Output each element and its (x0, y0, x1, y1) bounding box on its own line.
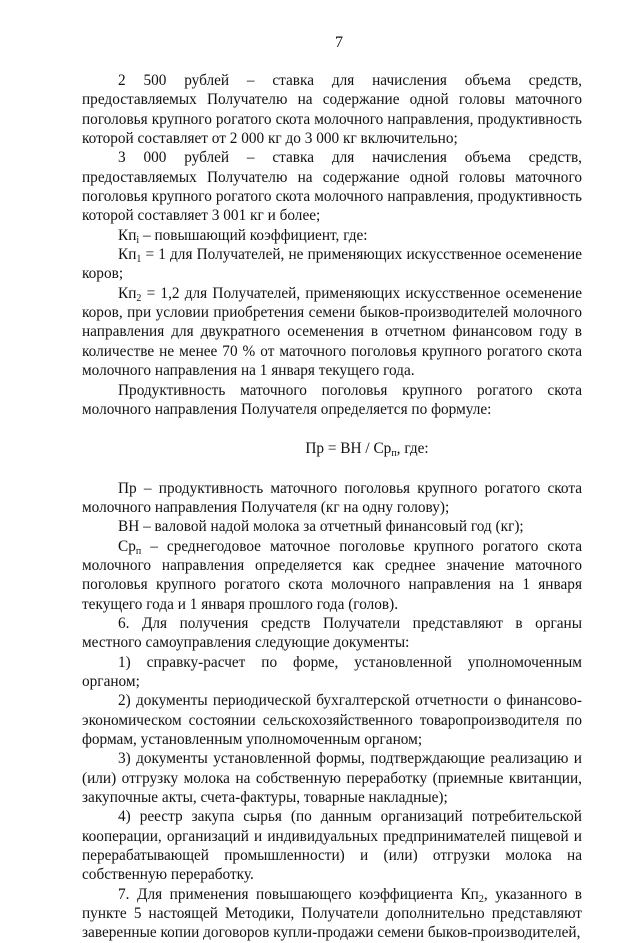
coefficient-k2-subscript: 2 (136, 292, 142, 304)
definition-sr-text: – среднегодовое маточное поголовье крупного рогатого скота молочного направления определяется как среднее значение маточного поголовья крупного рогатого скота молочного направления на 1 января текущего года и 1 января прошлого года (голов). (82, 537, 582, 613)
definition-vn: ВН – валовой надой молока за отчетный финансовый год (кг); (118, 518, 524, 536)
coefficient-k1-symbol: Кп (118, 246, 137, 264)
item-7-subscript: 2 (478, 893, 484, 905)
formula-left: Пр = ВН / Ср (305, 440, 392, 458)
item-7-paragraph (82, 885, 582, 943)
item-6-list-item: 3) документы установленной формы, подтверждающие реализацию и (или) отгрузку молока на собственную переработку (приемные квитанции, закупочные акты, счета-фактуры, товарные накладные); (82, 750, 582, 807)
document-body (82, 71, 582, 943)
productivity-intro: Продуктивность маточного поголовья крупного рогатого скота молочного направления Получателя определяется по формуле: (82, 381, 582, 418)
item-7-text-after: , указанного в пункте 5 настоящей Методики, Получатели дополнительно представляют заверенные копии договоров купли-продажи семени быков-производителей, (82, 885, 582, 942)
coefficient-subscript: i (136, 234, 140, 246)
coefficient-definition-text: – повышающий коэффициент, где: (139, 226, 368, 244)
rate-paragraph-2500: 2 500 рублей – ставка для начисления объема средств, предоставляемых Получателю на содержание одной головы маточного поголовья крупного рогатого скота молочного направления, продуктивность которой составляет от 2 000 кг до 3 000 кг включительно; (82, 72, 582, 148)
coefficient-definition (82, 226, 582, 245)
definition-sr-symbol: Ср (118, 537, 136, 555)
coefficient-symbol: Кп (118, 226, 137, 244)
definition-pr: Пр – продуктивность маточного поголовья крупного рогатого скота молочного направления Получателя (кг на одну голову); (82, 479, 582, 516)
coefficient-k1 (82, 245, 582, 284)
coefficient-k1-subscript: 1 (136, 254, 142, 266)
definition-sr-subscript: п (135, 545, 142, 557)
item-6-list-item: 1) справку-расчет по форме, установленной уполномоченным органом; (82, 653, 582, 690)
formula-right: , где: (396, 440, 429, 458)
formula-subscript: п (391, 448, 397, 460)
item-6-intro: 6. Для получения средств Получатели представляют в органы местного самоуправления следующие документы: (82, 614, 582, 652)
coefficient-k2-symbol: Кп (118, 284, 137, 302)
coefficient-k2-text: = 1,2 для Получателей, применяющих искусственное осеменение коров, при условии приобретения семени быков-производителей молочного направления для двукратного осеменения в отчетном финансовом году в количестве не менее 70 % от маточного поголовья крупного рогатого скота молочного направления на 1 января текущего года. (82, 284, 582, 380)
productivity-formula (82, 439, 582, 458)
definition-sr (82, 537, 582, 614)
coefficient-k1-text: = 1 для Получателей, не применяющих искусственное осеменение коров; (82, 246, 582, 283)
item-6-list-item: 4) реестр закупа сырья (по данным организаций потребительской кооперации, организаций и индивидуальных предпринимателей пищевой и перерабатывающей промышленности) и (или) отгрузки молока на собственную переработку. (82, 808, 582, 884)
rate-paragraph-3000: 3 000 рублей – ставка для начисления объема средств, предоставляемых Получателю на содержание одной головы маточного поголовья крупного рогатого скота молочного направления, продуктивность которой составляет 3 001 кг и более; (82, 149, 582, 225)
page-number: 7 (335, 34, 343, 51)
coefficient-k2 (82, 284, 582, 381)
item-7-text-before: 7. Для применения повышающего коэффициента Кп (118, 885, 479, 903)
item-6-list-item: 2) документы периодической бухгалтерской отчетности о финансово-экономическом состоянии сельскохозяйственного товаропроизводителя по формам, установленным уполномоченным органом; (82, 692, 582, 748)
